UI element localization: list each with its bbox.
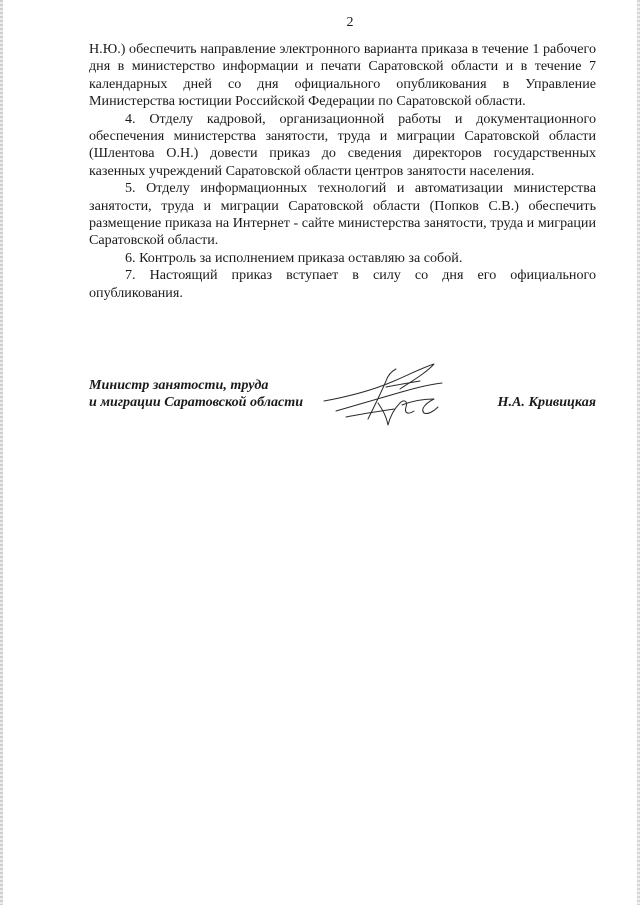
page-number: 2 (346, 15, 354, 30)
signatory-title-line-2: и миграции Саратовской области (89, 394, 304, 411)
paragraph-item-6: 6. Контроль за исполнением приказа оставляю за собой. (125, 249, 463, 266)
signatory-title-line-1: Министр занятости, труда (89, 377, 269, 393)
signatory-name: Н.А. Кривицкая (497, 394, 596, 410)
paragraph-item-4: 4. Отделу кадровой, организационной работы и документационного обеспечения министерства занятости, труда и миграции Саратовской области (Шлентова О.Н.) довести приказ до сведения директоров государственных казенных учреждений Саратовской области центров занятости населения. (89, 110, 596, 179)
paragraph-continuation: Н.Ю.) обеспечить направление электронного варианта приказа в течение 1 рабочего дня в министерство информации и печати Саратовской области и в течение 7 календарных дней со дня официального опубликования в Управление Министерства юстиции Российской Федерации по Саратовской области. (89, 41, 596, 110)
paragraph-item-5: 5. Отделу информационных технологий и автоматизации министерства занятости, труда и миграции Саратовской области (Попков С.В.) обеспечить размещение приказа на Интернет - сайте министерства занятости, труда и миграции Саратовской области. (89, 180, 596, 249)
signatory-title (89, 377, 303, 412)
scan-edge-left (0, 0, 3, 905)
document-body (89, 41, 596, 302)
handwritten-signature (316, 359, 466, 429)
paragraph-item-7: 7. Настоящий приказ вступает в силу со дня его официального опубликования. (89, 267, 596, 301)
signature-block (89, 377, 596, 437)
